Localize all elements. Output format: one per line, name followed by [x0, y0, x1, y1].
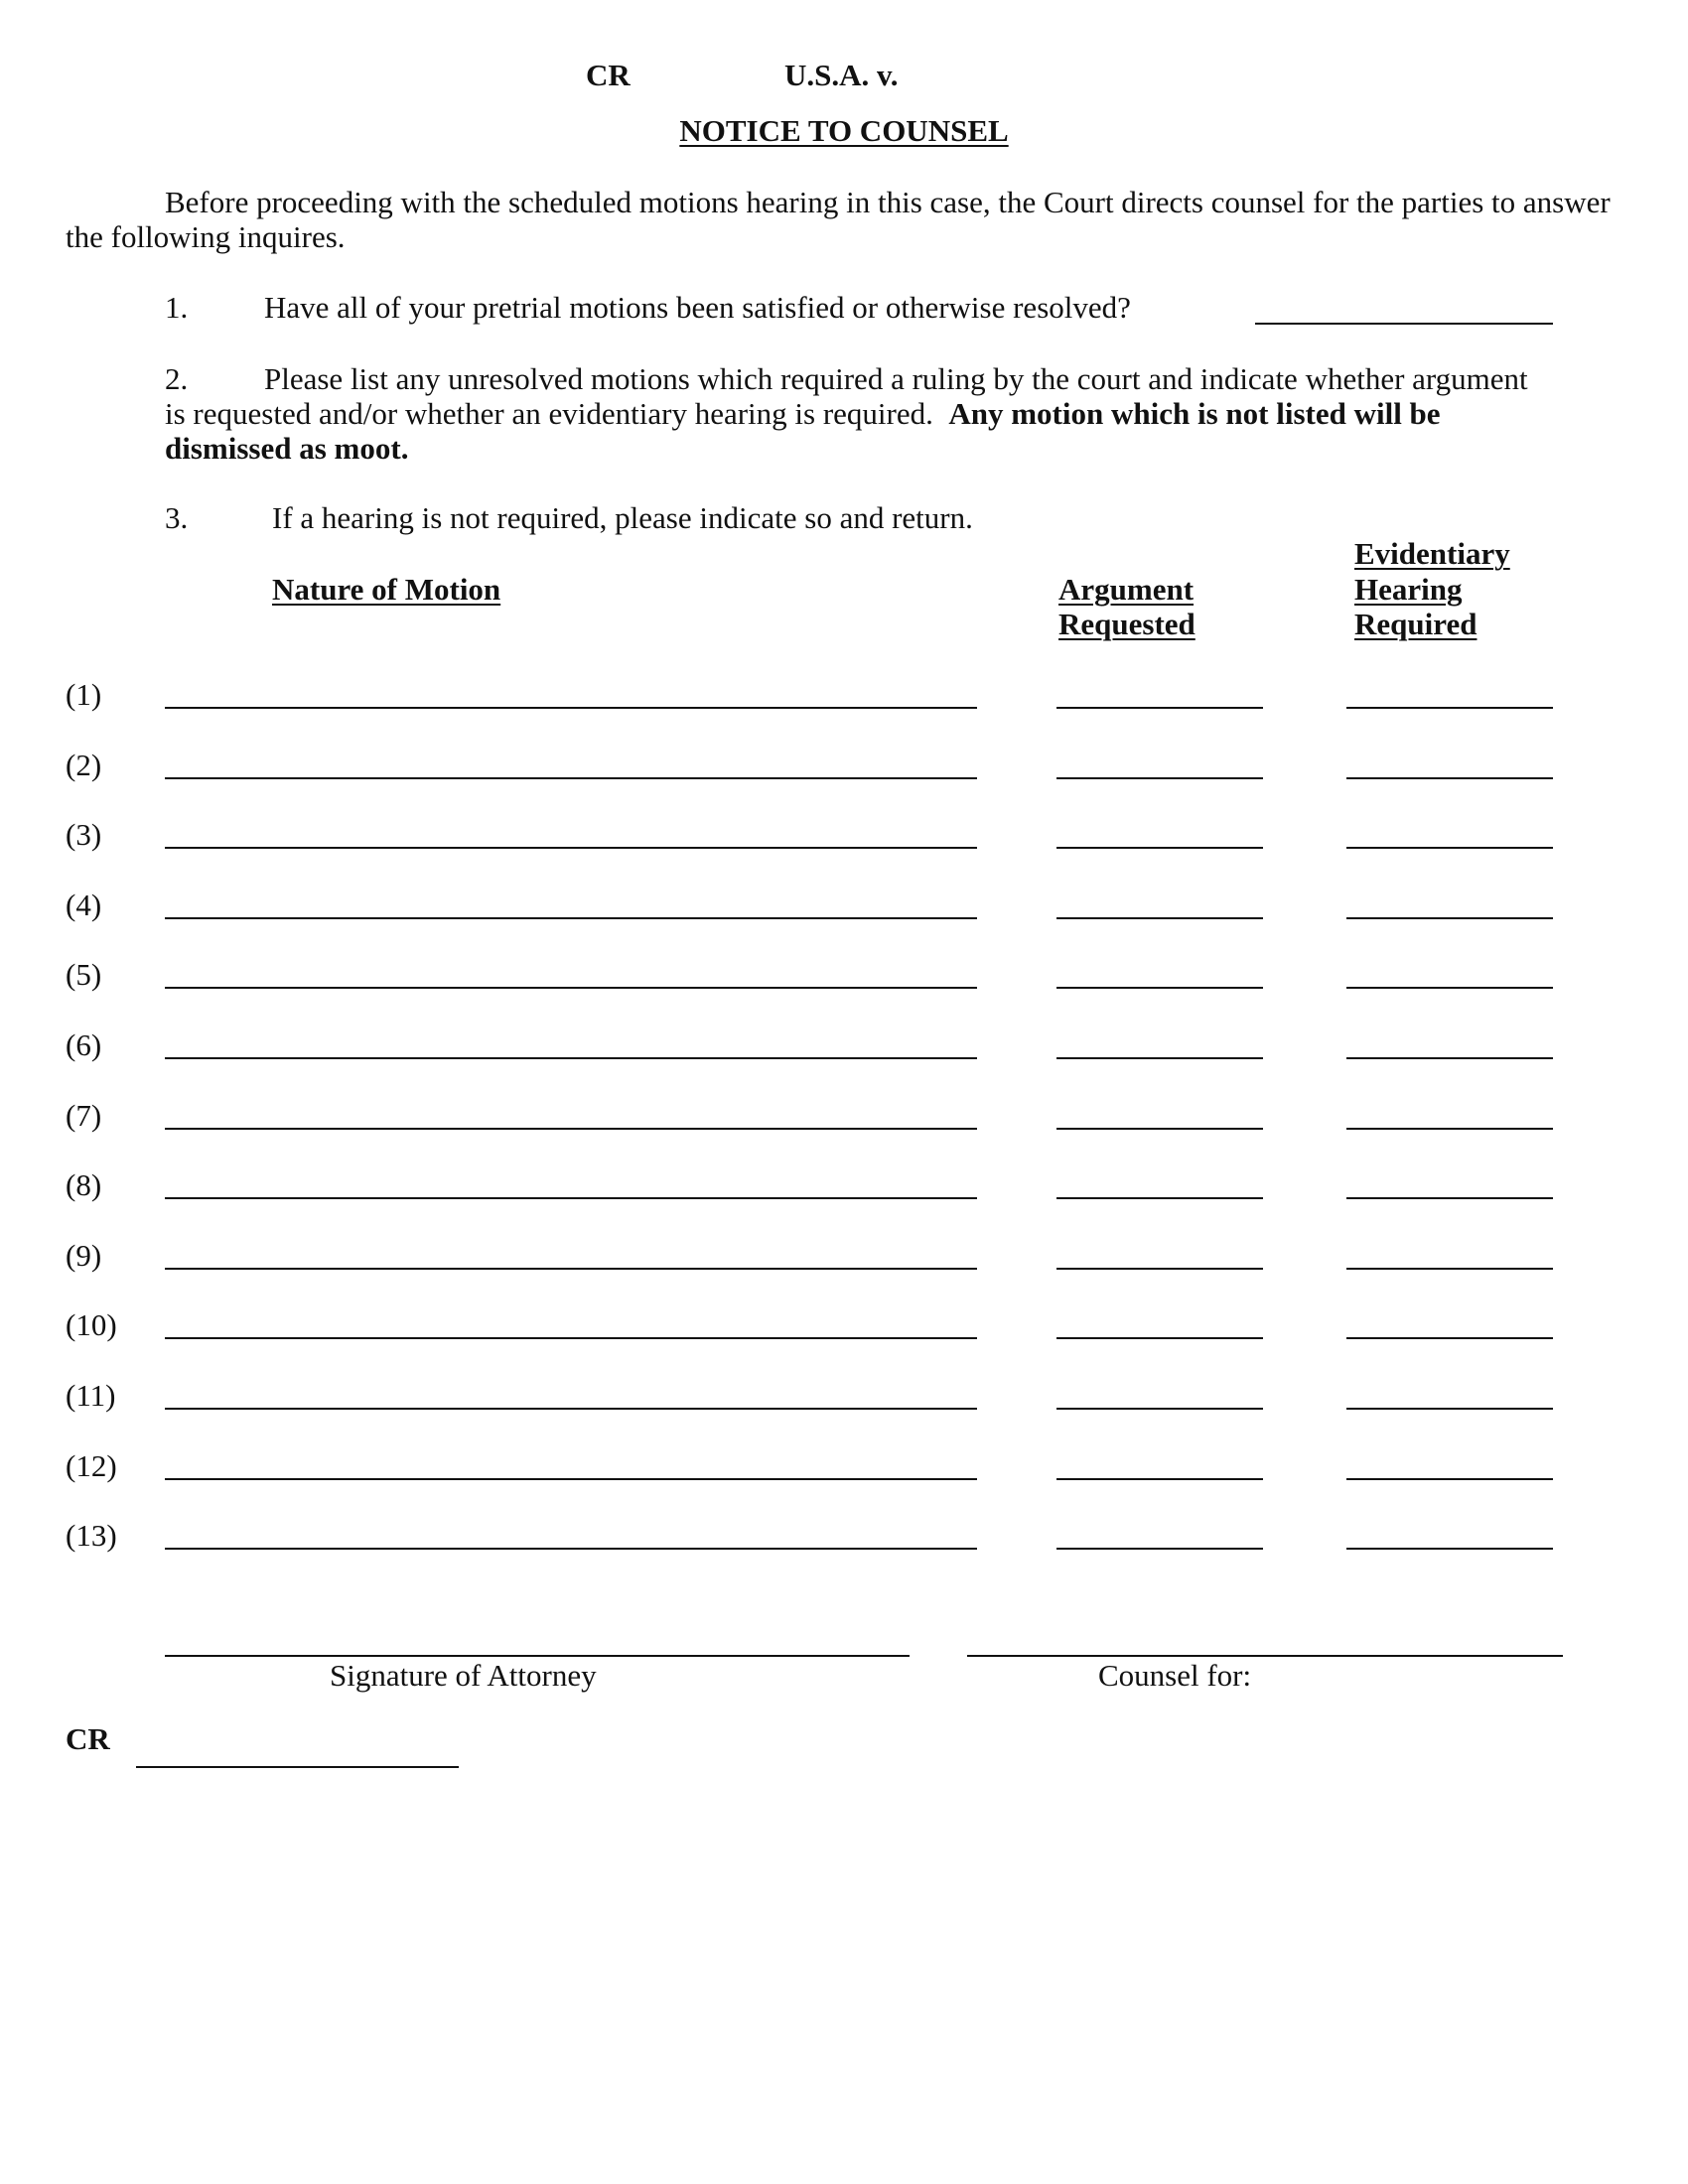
- argument-requested-line[interactable]: [1056, 917, 1263, 919]
- nature-of-motion-line[interactable]: [165, 1337, 977, 1339]
- column-header-evidentiary-line3: Required: [1354, 607, 1477, 641]
- evidentiary-hearing-line[interactable]: [1346, 917, 1553, 919]
- table-row: [0, 817, 1688, 867]
- question-3-number: 3.: [165, 500, 189, 535]
- question-2-text: Please list any unresolved motions which required a ruling by the court and indicate whether argument is requested and/or whether an evidentiary hearing is required.: [165, 361, 1528, 431]
- evidentiary-hearing-line[interactable]: [1346, 1057, 1553, 1059]
- row-number: (10): [66, 1307, 117, 1343]
- argument-requested-line[interactable]: [1056, 1268, 1263, 1270]
- argument-requested-line[interactable]: [1056, 1548, 1263, 1550]
- row-number: (3): [66, 817, 102, 853]
- column-header-evidentiary-line2: Hearing: [1354, 572, 1463, 607]
- row-number: (11): [66, 1378, 116, 1413]
- row-number: (5): [66, 957, 102, 993]
- nature-of-motion-line[interactable]: [165, 777, 977, 779]
- argument-requested-line[interactable]: [1056, 1337, 1263, 1339]
- column-header-argument-line1: Argument: [1058, 572, 1195, 607]
- intro-paragraph: Before proceeding with the scheduled motions hearing in this case, the Court directs counsel for the parties to answer the following inquires.: [66, 185, 1611, 254]
- case-caption: U.S.A. v.: [784, 58, 899, 92]
- nature-of-motion-line[interactable]: [165, 987, 977, 989]
- nature-of-motion-line[interactable]: [165, 707, 977, 709]
- row-number: (7): [66, 1097, 102, 1133]
- row-number: (9): [66, 1237, 102, 1273]
- evidentiary-hearing-line[interactable]: [1346, 987, 1553, 989]
- nature-of-motion-line[interactable]: [165, 1057, 977, 1059]
- nature-of-motion-line[interactable]: [165, 917, 977, 919]
- column-header-nature-of-motion: Nature of Motion: [272, 572, 501, 607]
- signature-of-attorney-label: Signature of Attorney: [330, 1658, 597, 1693]
- table-row: [0, 677, 1688, 727]
- table-row: [0, 1307, 1688, 1357]
- argument-requested-line[interactable]: [1056, 707, 1263, 709]
- table-row: [0, 1448, 1688, 1498]
- counsel-for-line[interactable]: [967, 1655, 1563, 1657]
- table-row: [0, 1238, 1688, 1288]
- table-row: [0, 957, 1688, 1007]
- nature-of-motion-line[interactable]: [165, 1478, 977, 1480]
- question-1-number: 1.: [165, 290, 189, 325]
- evidentiary-hearing-line[interactable]: [1346, 1337, 1553, 1339]
- row-number: (4): [66, 887, 102, 922]
- evidentiary-hearing-line[interactable]: [1346, 847, 1553, 849]
- nature-of-motion-line[interactable]: [165, 1197, 977, 1199]
- table-row: [0, 1027, 1688, 1077]
- nature-of-motion-line[interactable]: [165, 1548, 977, 1550]
- argument-requested-line[interactable]: [1056, 1408, 1263, 1410]
- question-2-warning: Any motion which is not listed will be dismissed as moot.: [165, 396, 1441, 466]
- page-title: NOTICE TO COUNSEL: [679, 113, 1009, 148]
- question-3-text: If a hearing is not required, please indicate so and return.: [272, 500, 973, 535]
- footer-case-number-line[interactable]: [136, 1766, 459, 1768]
- counsel-for-label: Counsel for:: [1098, 1658, 1252, 1693]
- evidentiary-hearing-line[interactable]: [1346, 777, 1553, 779]
- question-1-answer-line[interactable]: [1255, 323, 1553, 325]
- column-header-evidentiary-line1: Evidentiary: [1354, 536, 1510, 571]
- evidentiary-hearing-line[interactable]: [1346, 1128, 1553, 1130]
- row-number: (1): [66, 677, 102, 712]
- table-row: [0, 748, 1688, 797]
- nature-of-motion-line[interactable]: [165, 1408, 977, 1410]
- question-1-text: Have all of your pretrial motions been satisfied or otherwise resolved?: [264, 290, 1131, 325]
- nature-of-motion-line[interactable]: [165, 847, 977, 849]
- evidentiary-hearing-line[interactable]: [1346, 1197, 1553, 1199]
- evidentiary-hearing-line[interactable]: [1346, 1478, 1553, 1480]
- argument-requested-line[interactable]: [1056, 847, 1263, 849]
- argument-requested-line[interactable]: [1056, 1057, 1263, 1059]
- question-2-paragraph: [165, 361, 1535, 466]
- row-number: (8): [66, 1167, 102, 1203]
- argument-requested-line[interactable]: [1056, 1478, 1263, 1480]
- row-number: (6): [66, 1027, 102, 1062]
- evidentiary-hearing-line[interactable]: [1346, 1548, 1553, 1550]
- question-2-number: 2.: [165, 361, 189, 396]
- case-number-label: CR: [586, 58, 631, 92]
- footer-case-number-label: CR: [66, 1721, 110, 1756]
- nature-of-motion-line[interactable]: [165, 1268, 977, 1270]
- evidentiary-hearing-line[interactable]: [1346, 707, 1553, 709]
- row-number: (13): [66, 1518, 117, 1554]
- argument-requested-line[interactable]: [1056, 1128, 1263, 1130]
- table-row: [0, 1098, 1688, 1148]
- evidentiary-hearing-line[interactable]: [1346, 1408, 1553, 1410]
- nature-of-motion-line[interactable]: [165, 1128, 977, 1130]
- argument-requested-line[interactable]: [1056, 987, 1263, 989]
- row-number: (12): [66, 1447, 117, 1483]
- table-row: [0, 1518, 1688, 1568]
- row-number: (2): [66, 747, 102, 782]
- table-row: [0, 1378, 1688, 1428]
- evidentiary-hearing-line[interactable]: [1346, 1268, 1553, 1270]
- argument-requested-line[interactable]: [1056, 777, 1263, 779]
- column-header-argument-line2: Requested: [1058, 607, 1196, 641]
- attorney-signature-line[interactable]: [165, 1655, 910, 1657]
- table-row: [0, 887, 1688, 937]
- argument-requested-line[interactable]: [1056, 1197, 1263, 1199]
- table-row: [0, 1167, 1688, 1217]
